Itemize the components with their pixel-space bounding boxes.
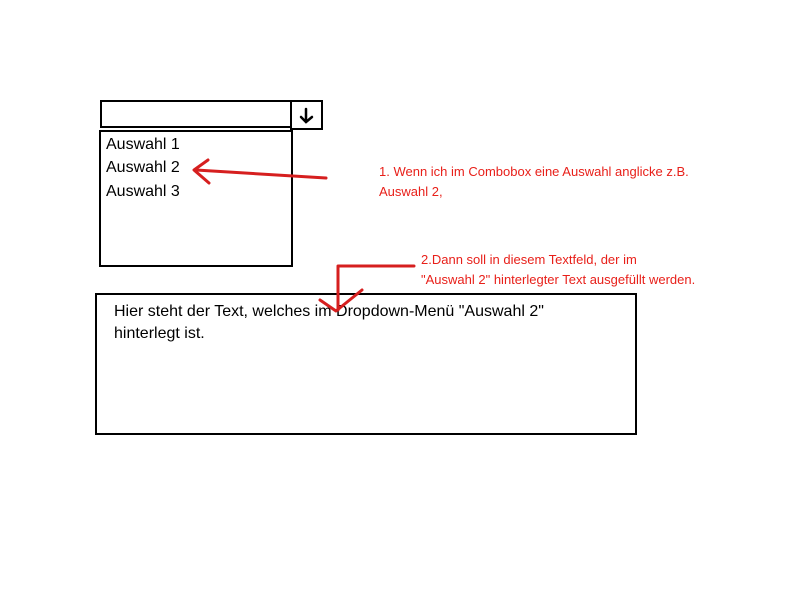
annotation-step-2-line-1: 2.Dann soll in diesem Textfeld, der im: [421, 252, 637, 267]
combobox-dropdown-button[interactable]: [290, 100, 323, 130]
annotation-step-1-line-1: 1. Wenn ich im Combobox eine Auswahl anglicke z.B.: [379, 164, 689, 179]
text-field-content: Hier steht der Text, welches im Dropdown-Menü "Auswahl 2" hinterlegt ist.: [114, 303, 544, 342]
combobox-listbox: [99, 130, 293, 267]
list-item-auswahl-3[interactable]: Auswahl 3: [106, 183, 180, 200]
annotation-step-1-line-2: Auswahl 2,: [379, 184, 443, 199]
annotation-step-2: [421, 250, 695, 290]
text-field[interactable]: [95, 293, 637, 435]
annotation-step-1: [379, 162, 689, 202]
combobox-input[interactable]: [100, 100, 321, 128]
arrow-down-icon: [292, 102, 322, 128]
list-item-auswahl-2[interactable]: Auswahl 2: [106, 159, 180, 176]
annotation-step-2-line-2: "Auswahl 2" hinterlegter Text ausgefüllt werden.: [421, 272, 696, 287]
list-item-auswahl-1[interactable]: Auswahl 1: [106, 136, 180, 153]
